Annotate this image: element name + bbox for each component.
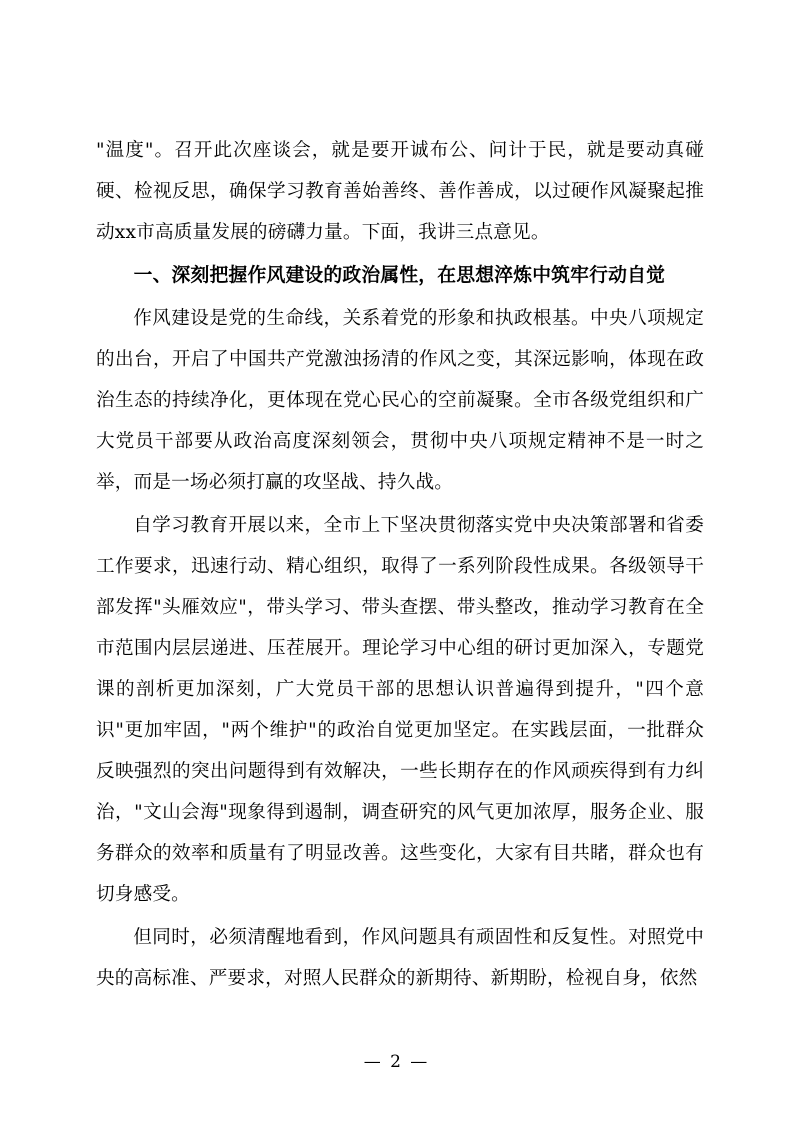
paragraph-study-education-progress: 自学习教育开展以来，全市上下坚决贯彻落实党中央决策部署和省委工作要求，迅速行动、精心组织，取得了一系列阶段性成果。各级领导干部发挥"头雁效应"，带头学习、带头查摆、带头整改，推动学习教育在全市范围内层层递进、压茬展开。理论学习中心组的研讨更加深入，专题党课的剖析更加深刻，广大党员干部的思想认识普遍得到提升，"四个意识"更加牢固，"两个维护"的政治自觉更加坚定。在实践层面，一批群众反映强烈的突出问题得到有效解决，一些长期存在的作风顽疾得到有力纠治，"文山会海"现象得到遏制，调查研究的风气更加浓厚，服务企业、服务群众的效率和质量有了明显改善。这些变化，大家有目共睹，群众也有切身感受。 (96, 515, 704, 905)
section-heading-one: 一、深刻把握作风建设的政治属性，在思想淬炼中筑牢行动自觉 (133, 264, 666, 286)
page-number: — 2 — (363, 1052, 430, 1072)
paragraph-remaining-problems: 但同时，必须清醒地看到，作风问题具有顽固性和反复性。对照党中央的高标准、严要求，对照人民群众的新期待、新期盼，检视自身，依然 (96, 927, 704, 989)
document-body (96, 130, 704, 999)
paragraph-work-style-lifeline: 作风建设是党的生命线，关系着党的形象和执政根基。中央八项规定的出台，开启了中国共产党激浊扬清的作风之变，其深远影响，体现在政治生态的持续净化，更体现在党心民心的空前凝聚。全市各级党组织和广大党员干部要从政治高度深刻领会，贯彻中央八项规定精神不是一时之举，而是一场必须打赢的攻坚战、持久战。 (96, 308, 704, 493)
paragraph-continuation: "温度"。召开此次座谈会，就是要开诚布公、问计于民，就是要动真碰硬、检视反思，确保学习教育善始善终、善作善成，以过硬作风凝聚起推动xx市高质量发展的磅礴力量。下面，我讲三点意见。 (96, 140, 704, 243)
